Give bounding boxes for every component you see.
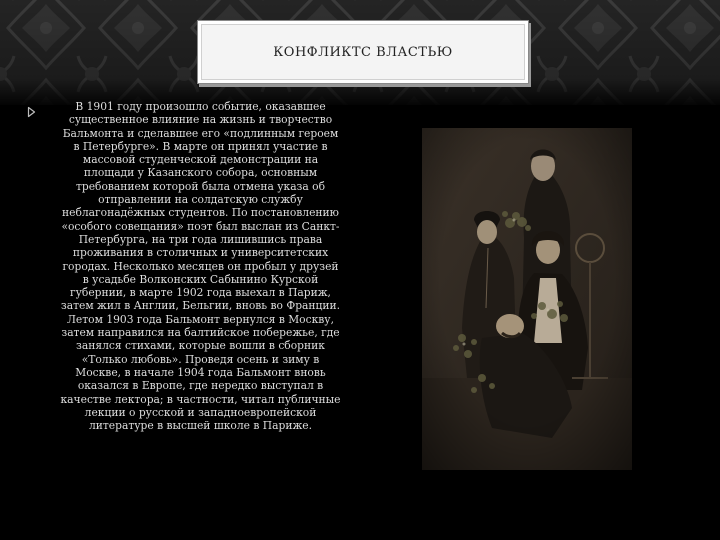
title-box xyxy=(197,20,529,84)
slide-title: КОНФЛИКТС ВЛАСТЬЮ xyxy=(273,44,453,60)
group-photo xyxy=(422,128,632,470)
slide-body-text: В 1901 году произошло событие, оказавшее существенное влияние на жизнь и творчество Бальмонта и сделавшее его «подлинным героем в Петербурге». В марте он принял участие в массовой студенческой демонстрации на площади у Казанского собора, основным требованием которой была отмена указа об отправлении на солдатскую службу неблагонадёжных студентов. По постановлению «особого совещания» поэт был выслан из Санкт- Петербурга, на три года лишившись права проживания в столичных и университетских городах. Несколько месяцев он пробыл у друзей в усадьбе Волконских Сабынино Курской губернии, в марте 1902 года выехал в Париж, затем жил в Англии, Бельгии, вновь во Франции. Летом 1903 года Бальмонт вернулся в Москву, затем направился на балтийское побережье, где занялся стихами, которые вошли в сборник «Только любовь». Проведя осень и зиму в Москве, в начале 1904 года Бальмонт вновь оказался в Европе, где нередко выступал в качестве лектора; в частности, читал публичные лекции о русской и западноевропейской литературе в высшей школе в Париже. xyxy=(60,100,341,433)
